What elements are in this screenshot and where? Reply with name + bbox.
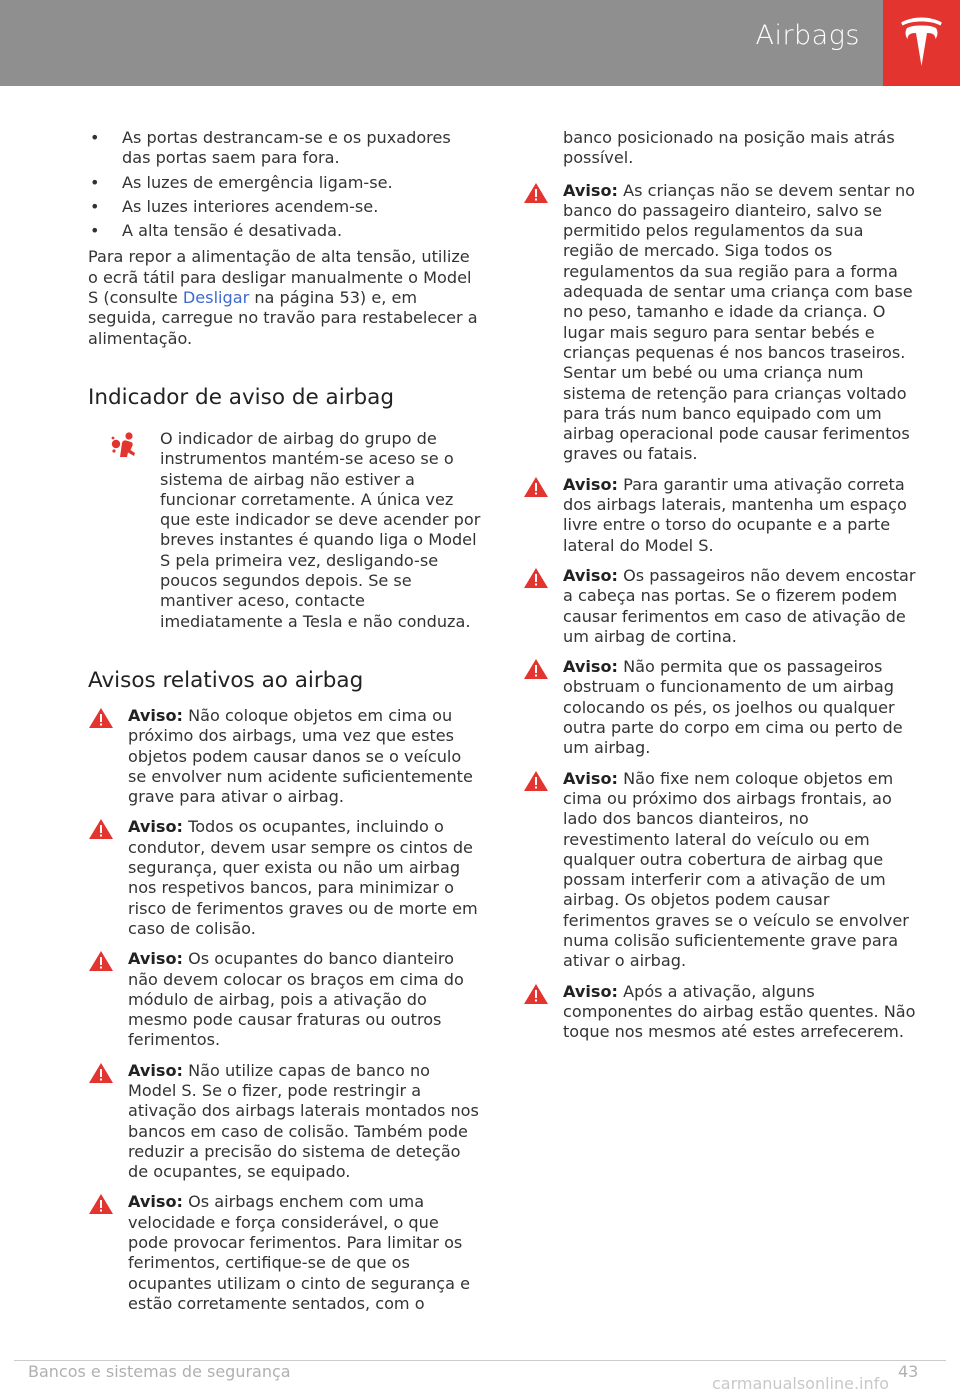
list-item: • As portas destrancam-se e os puxadores das portas saem para fora. xyxy=(88,128,482,169)
warning-block: Aviso: Após a ativação, alguns componentes do airbag estão quentes. Não toque nos mesmos até estes arrefecerem. xyxy=(523,982,919,1043)
warning-block: Aviso: Não utilize capas de banco no Model S. Se o fizer, pode restringir a ativação dos airbags laterais montados nos bancos em caso de colisão. Também pode reduzir a precisão do sistema de deteção de ocupantes, se equipado. xyxy=(88,1061,482,1183)
warning-triangle-icon xyxy=(523,658,549,680)
warning-triangle-icon xyxy=(88,1062,114,1084)
brand-logo-box xyxy=(883,0,960,86)
warning-block: Aviso: As crianças não se devem sentar no banco do passageiro dianteiro, salvo se permitido pelos regulamentos da sua região de mercado. Siga todos os regulamentos da sua região para a forma adequada de sentar uma criança com base no peso, tamanho e idade da criança. O lugar mais seguro para sentar bebés e crianças pequenas é nos bancos traseiros. Sentar um bebé ou uma criança num sistema de retenção para crianças voltado para trás num banco equipado com um airbag operacional pode causar ferimentos graves ou fatais. xyxy=(523,181,919,465)
warning-triangle-icon xyxy=(88,818,114,840)
indicator-description: O indicador de airbag do grupo de instrumentos mantém-se aceso se o sistema de airbag não estiver a funcionar corretamente. A única vez que este indicador se deve acender por breves instantes é quando liga o Model S pela primeira vez, desligando-se poucos segundos depois. Se se mantiver aceso, contacte imediatamente a Tesla e não conduza. xyxy=(160,428,481,631)
airbag-indicator-icon xyxy=(110,431,140,461)
continuation-text: banco posicionado na posição mais atrás possível. xyxy=(563,128,895,168)
warning-triangle-icon xyxy=(88,707,114,729)
warning-triangle-icon xyxy=(523,182,549,204)
warning-block: Aviso: Não permita que os passageiros obstruam o funcionamento de um airbag colocando os pés, os joelhos ou qualquer outra parte do corpo em cima ou perto de um airbag. xyxy=(523,657,919,758)
restore-power-paragraph: Para repor a alimentação de alta tensão, utilize o ecrã tátil para desligar manualmente o Model S (consulte Desligar na página 53) e, em seguida, carregue no travão para restabelecer a alimentação. xyxy=(88,247,478,348)
section-heading-indicator: Indicador de aviso de airbag xyxy=(88,384,394,410)
page-title: Airbags xyxy=(755,20,860,51)
list-item: • A alta tensão é desativada. xyxy=(88,221,482,241)
list-item: • As luzes de emergência ligam-se. xyxy=(88,173,482,193)
list-item: • As luzes interiores acendem-se. xyxy=(88,197,482,217)
desligar-link[interactable]: Desligar xyxy=(182,288,250,308)
footer-divider xyxy=(14,1360,946,1361)
page-number: 43 xyxy=(898,1362,919,1381)
warning-triangle-icon xyxy=(88,950,114,972)
warning-triangle-icon xyxy=(88,1193,114,1215)
warning-block: Aviso: Para garantir uma ativação correta dos airbags laterais, mantenha um espaço livre entre o torso do ocupante e a parte lateral do Model S. xyxy=(523,475,919,556)
warning-block: Aviso: Os ocupantes do banco dianteiro não devem colocar os braços em cima do módulo de airbag, pois a ativação do mesmo pode causar fraturas ou outros ferimentos. xyxy=(88,949,482,1050)
warning-triangle-icon xyxy=(523,567,549,589)
warning-block: Aviso: Todos os ocupantes, incluindo o condutor, devem usar sempre os cintos de segurança, quer exista ou não um airbag nos respetivos bancos, para minimizar o risco de ferimentos graves ou de morte em caso de colisão. xyxy=(88,817,482,939)
warning-block: Aviso: Não coloque objetos em cima ou próximo dos airbags, uma vez que estes objetos podem causar danos se o veículo se envolver num acidente suficientemente grave para ativar o airbag. xyxy=(88,706,482,807)
watermark: carmanualsonline.info xyxy=(712,1374,890,1393)
section-heading-warnings: Avisos relativos ao airbag xyxy=(88,667,364,693)
bullet-list xyxy=(88,128,482,241)
tesla-logo-icon xyxy=(901,15,942,67)
left-column xyxy=(88,128,482,1314)
warning-block: Aviso: Os airbags enchem com uma velocidade e força considerável, o que pode provocar ferimentos. Para limitar os ferimentos, certifique-se de que os ocupantes utilizam o cinto de segurança e estão corretamente sentados, com o xyxy=(88,1192,482,1314)
warning-triangle-icon xyxy=(523,983,549,1005)
footer-section: Bancos e sistemas de segurança xyxy=(28,1362,291,1381)
right-column xyxy=(563,128,919,1042)
warning-triangle-icon xyxy=(523,476,549,498)
warning-block: Aviso: Os passageiros não devem encostar a cabeça nas portas. Se o fizerem podem causar ferimentos em caso de ativação de um airbag de cortina. xyxy=(523,566,919,647)
page-header xyxy=(0,0,960,86)
warning-triangle-icon xyxy=(523,770,549,792)
airbag-indicator-block xyxy=(88,429,482,632)
warning-block: Aviso: Não fixe nem coloque objetos em cima ou próximo dos airbags frontais, ao lado dos bancos dianteiros, no revestimento lateral do veículo ou em qualquer outra cobertura de airbag que possam interferir com a ativação de um airbag. Os objetos podem causar ferimentos graves se o veículo se envolver numa colisão suficientemente grave para ativar o airbag. xyxy=(523,769,919,972)
